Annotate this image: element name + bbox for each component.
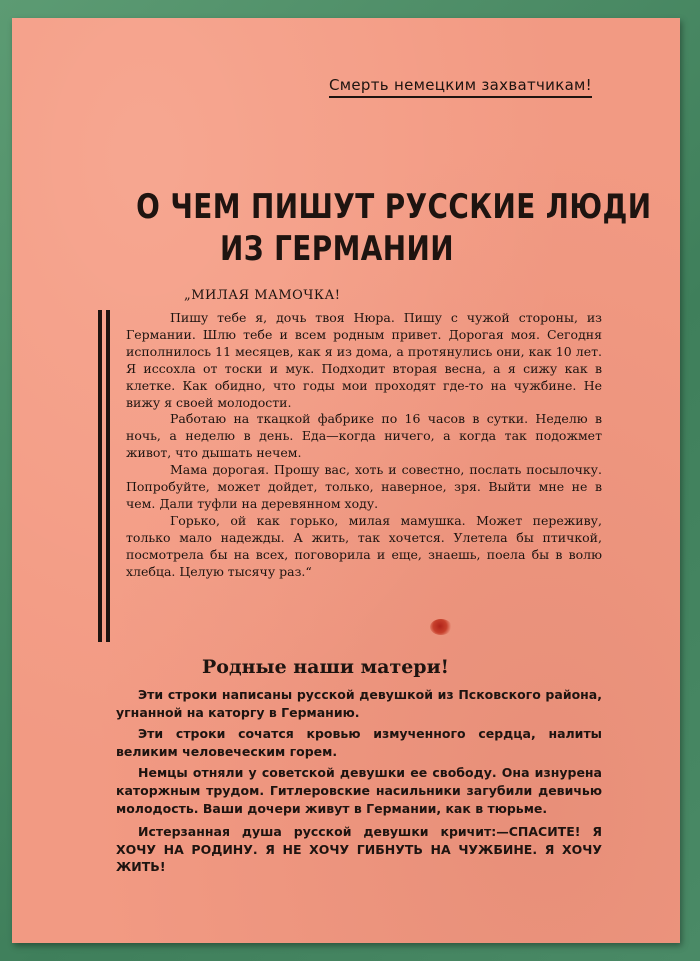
letter-margin-rule [98, 310, 110, 642]
letter-paragraph: Работаю на ткацкой фабрике по 16 часов в сутки. Неделю в ночь, а неделю в день. Еда—когда ничего, а когда так подожмет живот, что дышать нечем. [126, 411, 602, 461]
letter-salutation: „МИЛАЯ МАМОЧКА! [184, 288, 341, 303]
letter-body [126, 310, 602, 581]
appeal-paragraph: Истерзанная душа русской девушки кричит:—СПАСИТЕ! Я ХОЧУ НА РОДИНУ. Я НЕ ХОЧУ ГИБНУТЬ НА ЧУЖБИНЕ. Я ХОЧУ ЖИТЬ! [116, 824, 602, 875]
leaflet-page [12, 18, 680, 943]
headline-line-1: О ЧЕМ ПИШУТ РУССКИЕ ЛЮДИ [136, 187, 652, 227]
appeal-paragraph: Эти строки написаны русской девушкой из Псковского района, угнанной на каторгу в Германию. [116, 687, 602, 720]
letter-paragraph: Горько, ой как горько, милая мамушка. Может переживу, только мало надежды. А жить, так хочется. Улетела бы птичкой, посмотрела бы на всех, поговорила и еще, знаешь, поела бы в волю хлебца. Целую тысячу раз.“ [126, 512, 602, 579]
appeal-heading: Родные наши матери! [202, 656, 450, 678]
red-stain-mark [430, 619, 452, 635]
letter-paragraph: Мама дорогая. Прошу вас, хоть и совестно, послать посылочку. Попробуйте, может дойдет, только, наверное, зря. Выйти мне не в чем. Дали туфли на деревянном ходу. [126, 462, 602, 511]
appeal-block [116, 686, 602, 880]
letter-paragraph: Пишу тебе я, дочь твоя Нюра. Пишу с чужой стороны, из Германии. Шлю тебе и всем родным привет. Дорогая моя. Сегодня исполнилось 11 месяцев, как я из дома, а протянулись они, как 10 лет. Я иссохла от тоски и мук. Подходит вторая весна, а я сижу как в клетке. Как обидно, что годы мои проходят где-то на чужбине. Не вижу я своей молодости. [126, 310, 602, 410]
headline [136, 186, 652, 270]
appeal-paragraph: Эти строки сочатся кровью измученного сердца, налиты великим человеческим горем. [116, 726, 602, 759]
slogan-header: Смерть немецким захватчикам! [329, 76, 592, 98]
appeal-paragraph: Немцы отняли у советской девушки ее свободу. Она изнурена каторжным трудом. Гитлеровские насильники загубили девичью молодость. Ваши дочери живут в Германии, как в тюрьме. [116, 765, 602, 816]
headline-line-2: ИЗ ГЕРМАНИИ [220, 229, 454, 269]
